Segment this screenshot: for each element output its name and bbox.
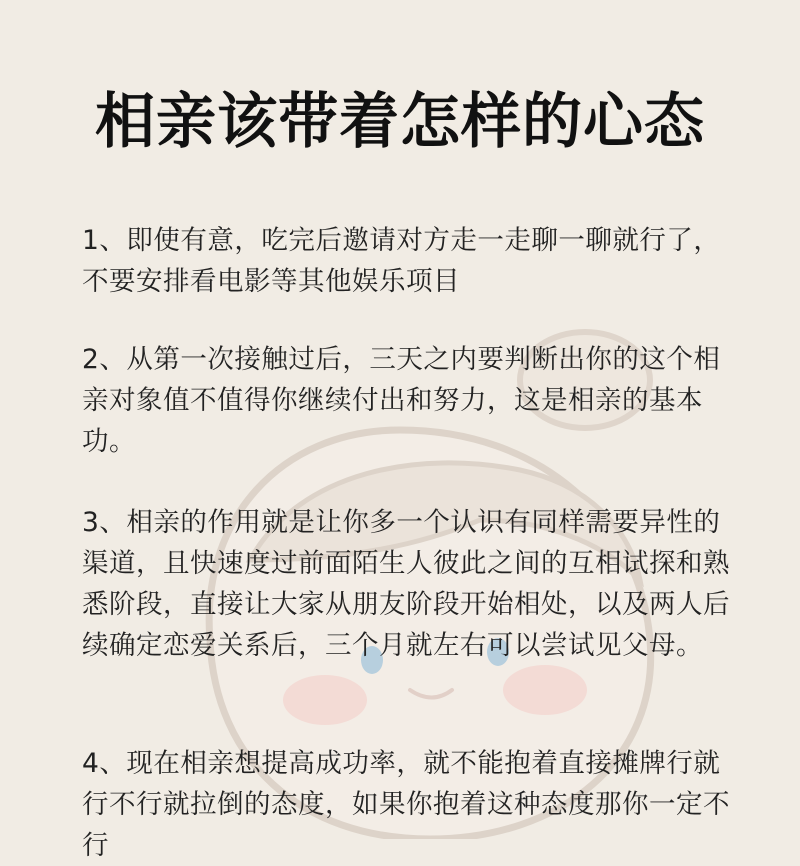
paragraph-1: 1、即使有意，吃完后邀请对方走一走聊一聊就行了，不要安排看电影等其他娱乐项目 (82, 225, 721, 297)
paragraph-4: 4、现在相亲想提高成功率，就不能抱着直接摊牌行就行不行就拉倒的态度，如果你抱着这种态度那你一定不行 (82, 748, 730, 861)
paragraph-3: 3、相亲的作用就是让你多一个认识有同样需要异性的渠道，且快速度过前面陌生人彼此之间的互相试探和熟悉阶段，直接让大家从朋友阶段开始相处，以及两人后续确定恋爱关系后，三个月就左右可以尝试见父母。 (82, 507, 730, 661)
page-title: 相亲该带着怎样的心态 (95, 87, 705, 157)
paragraph-2: 2、从第一次接触过后，三天之内要判断出你的这个相亲对象值不值得你继续付出和努力，这是相亲的基本功。 (82, 344, 721, 457)
